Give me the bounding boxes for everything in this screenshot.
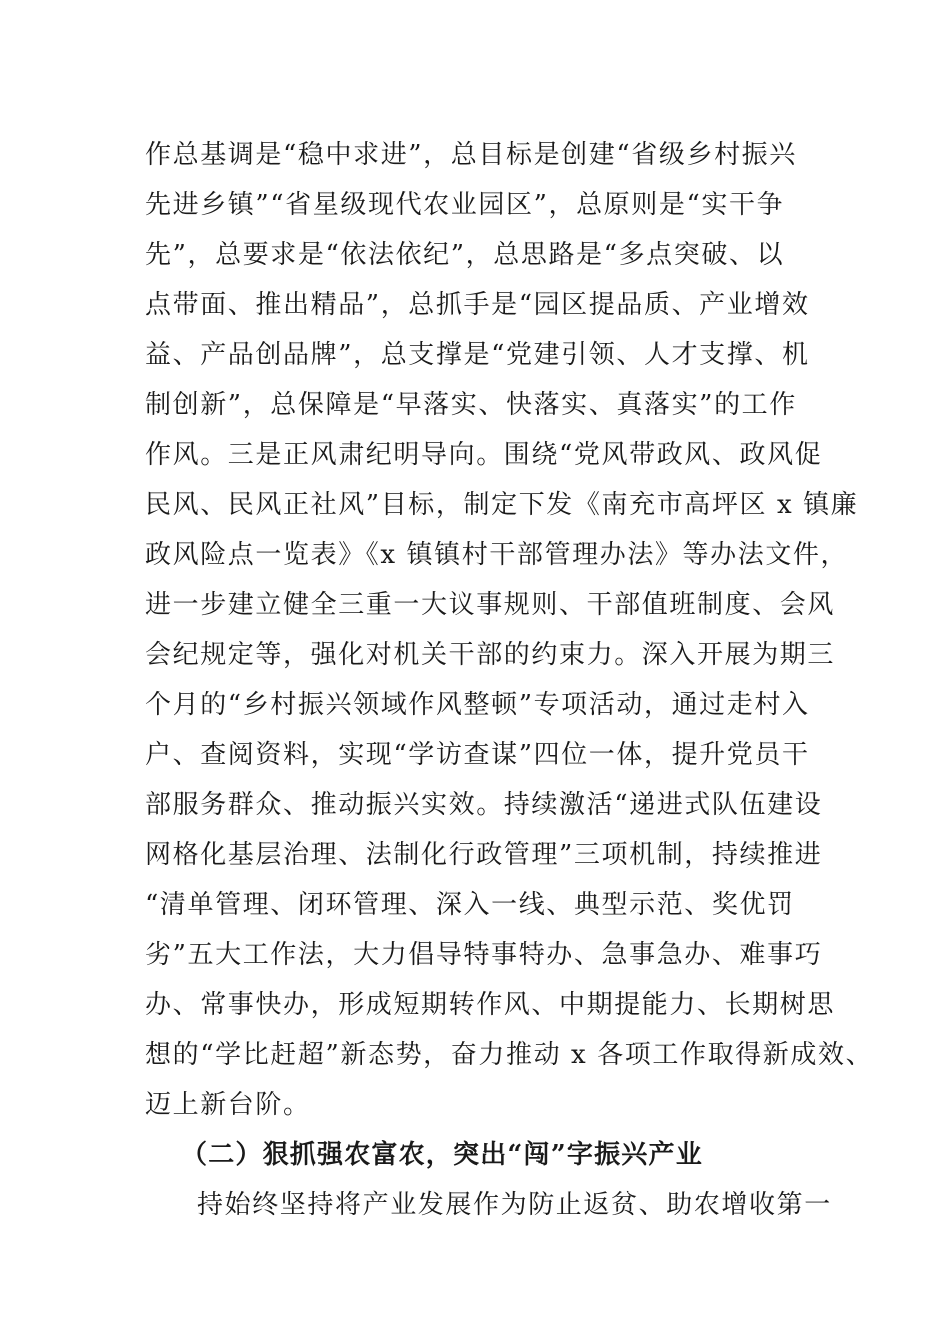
text-line: 劣”五大工作法，大力倡导特事特办、急事急办、难事巧 bbox=[145, 940, 823, 970]
text-line: 政风险点一览表》《x 镇镇村干部管理办法》等办法文件， bbox=[145, 540, 849, 570]
text-line: 想的“学比赶超”新态势，奋力推动 x 各项工作取得新成效、 bbox=[145, 1040, 874, 1070]
body-text bbox=[145, 130, 874, 1230]
text-line: 益、产品创品牌”，总支撑是“党建引领、人才支撑、机 bbox=[145, 340, 810, 370]
text-line: 网格化基层治理、法制化行政管理”三项机制，持续推进 bbox=[145, 840, 823, 870]
text-line: 会纪规定等，强化对机关干部的约束力。深入开展为期三 bbox=[145, 640, 836, 670]
text-line: 个月的“乡村振兴领域作风整顿”专项活动，通过走村入 bbox=[145, 690, 810, 720]
text-line: 民风、民风正社风”目标，制定下发《南充市高坪区 x 镇廉 bbox=[145, 490, 859, 520]
text-line: 先”，总要求是“依法依纪”，总思路是“多点突破、以 bbox=[145, 240, 785, 270]
text-line: “清单管理、闭环管理、深入一线、典型示范、奖优罚 bbox=[145, 890, 795, 920]
section-heading: （二）狠抓强农富农，突出“闯”字振兴产业 bbox=[181, 1140, 703, 1170]
text-line: 制创新”，总保障是“早落实、快落实、真落实”的工作 bbox=[145, 390, 797, 420]
text-line: 进一步建立健全三重一大议事规则、干部值班制度、会风 bbox=[145, 590, 836, 620]
text-line: 部服务群众、推动振兴实效。持续激活“递进式队伍建设 bbox=[145, 790, 823, 820]
text-line: 作总基调是“稳中求进”，总目标是创建“省级乡村振兴 bbox=[145, 140, 797, 170]
text-line: 点带面、推出精品”，总抓手是“园区提品质、产业增效 bbox=[145, 290, 810, 320]
text-line: 迈上新台阶。 bbox=[145, 1090, 311, 1120]
text-line: 户、查阅资料，实现“学访查谋”四位一体，提升党员干 bbox=[145, 740, 810, 770]
paragraph-first-line: 持始终坚持将产业发展作为防止返贫、助农增收第一 bbox=[197, 1190, 832, 1220]
text-line: 作风。三是正风肃纪明导向。围绕“党风带政风、政风促 bbox=[145, 440, 823, 470]
text-line: 办、常事快办，形成短期转作风、中期提能力、长期树思 bbox=[145, 990, 836, 1020]
text-line: 先进乡镇”“省星级现代农业园区”，总原则是“实干争 bbox=[145, 190, 785, 220]
